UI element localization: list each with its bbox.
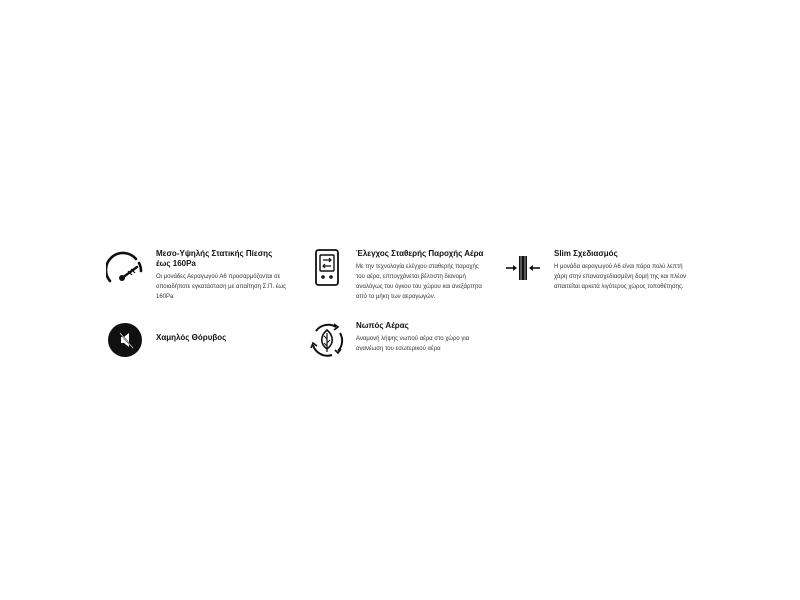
feature-static-pressure <box>106 249 286 302</box>
feature-description: Η μονάδα αεραγωγού Α6 είναι πάρα πολύ λεπτή χάρη στην επανασχεδιασμένη δομή της και πλέον απαιτείται αρκετά λιγότερος χώρος τοποθέτησης. <box>554 264 687 290</box>
feature-fresh-air <box>308 321 486 359</box>
feature-title: Μεσο-Υψηλής Στατικής Πίεσης έως 160Pa <box>156 249 273 268</box>
feature-title: Χαμηλός Θόρυβος <box>156 333 227 342</box>
feature-description: Με την τεχνολογία ελέγχου σταθερής παροχής του αέρα, επιτυγχάνεται βέλτιστη διανομή αναλόγως του όγκου του χώρου και ανεξάρτητα από το μήκη των αεραγωγών. <box>356 264 482 300</box>
slim-design-icon <box>504 249 542 287</box>
feature-low-noise <box>106 321 286 359</box>
feature-title: Έλεγχος Σταθερής Παροχής Αέρα <box>356 249 484 258</box>
pressure-gauge-icon <box>106 249 144 287</box>
feature-description: Οι μονάδες Αεραγωγού Α6 προσαρμόζονται σε οποιαδήποτε εγκατάσταση με απαίτηση Σ.Π. έως 160Pa <box>156 274 286 300</box>
feature-constant-airflow <box>308 249 486 302</box>
low-noise-icon <box>106 321 144 359</box>
feature-description: Αναμονή λήψης νωπού αέρα στο χώρο για ανανέωση του εσωτερικού αέρα <box>356 336 470 352</box>
airflow-control-device-icon <box>308 249 346 287</box>
feature-slim-design <box>504 249 690 292</box>
feature-title: Slim Σχεδιασμός <box>554 249 618 258</box>
fresh-air-leaf-icon <box>308 321 346 359</box>
feature-title: Νωπός Αέρας <box>356 321 409 330</box>
